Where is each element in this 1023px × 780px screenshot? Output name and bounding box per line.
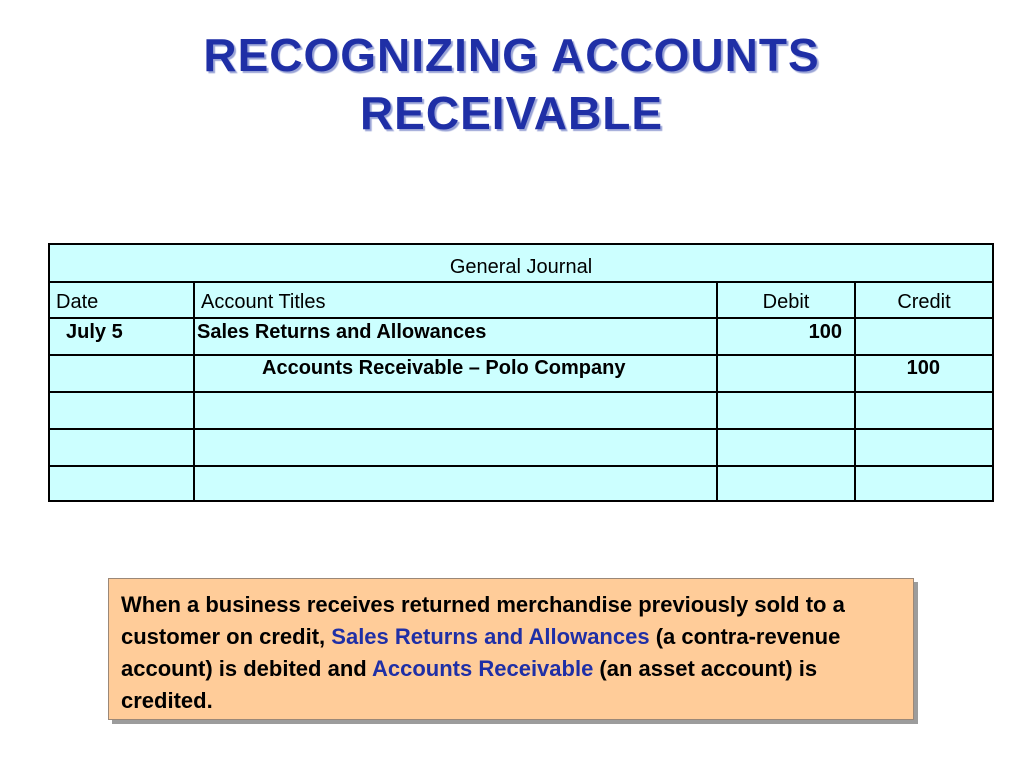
journal-title: General Journal	[50, 245, 992, 283]
slide-title-line-2: RECEIVABLE	[359, 87, 664, 139]
header-credit: Credit	[897, 291, 951, 313]
row-1-account: Sales Returns and Allowances	[197, 321, 487, 343]
note-highlight-sales-returns: Sales Returns and Allowances	[331, 624, 650, 649]
header-debit: Debit	[762, 291, 810, 313]
header-account-titles: Account Titles	[201, 291, 326, 313]
note-text-3: (an asset account) is credited.	[121, 656, 818, 713]
row-2-credit: 100	[906, 357, 940, 379]
row-2-account: Accounts Receivable – Polo Company	[262, 357, 626, 379]
header-date: Date	[56, 291, 99, 313]
row-divider	[50, 317, 992, 319]
explanation-note	[108, 578, 914, 720]
row-1-date: July 5	[66, 321, 123, 343]
slide-title	[0, 26, 1023, 142]
row-1-debit: 100	[808, 321, 842, 343]
general-journal-table	[48, 243, 994, 502]
note-highlight-accounts-receivable: Accounts Receivable	[372, 656, 594, 681]
row-divider	[50, 428, 992, 430]
row-divider	[50, 354, 992, 356]
slide-title-line-1: RECOGNIZING ACCOUNTS	[203, 29, 820, 81]
note-text-1: When a business receives returned merchandise previously sold to a customer on credit,	[121, 592, 845, 649]
row-divider	[50, 391, 992, 393]
row-divider	[50, 465, 992, 467]
note-text-2: (a contra-revenue account) is debited and	[121, 624, 841, 681]
